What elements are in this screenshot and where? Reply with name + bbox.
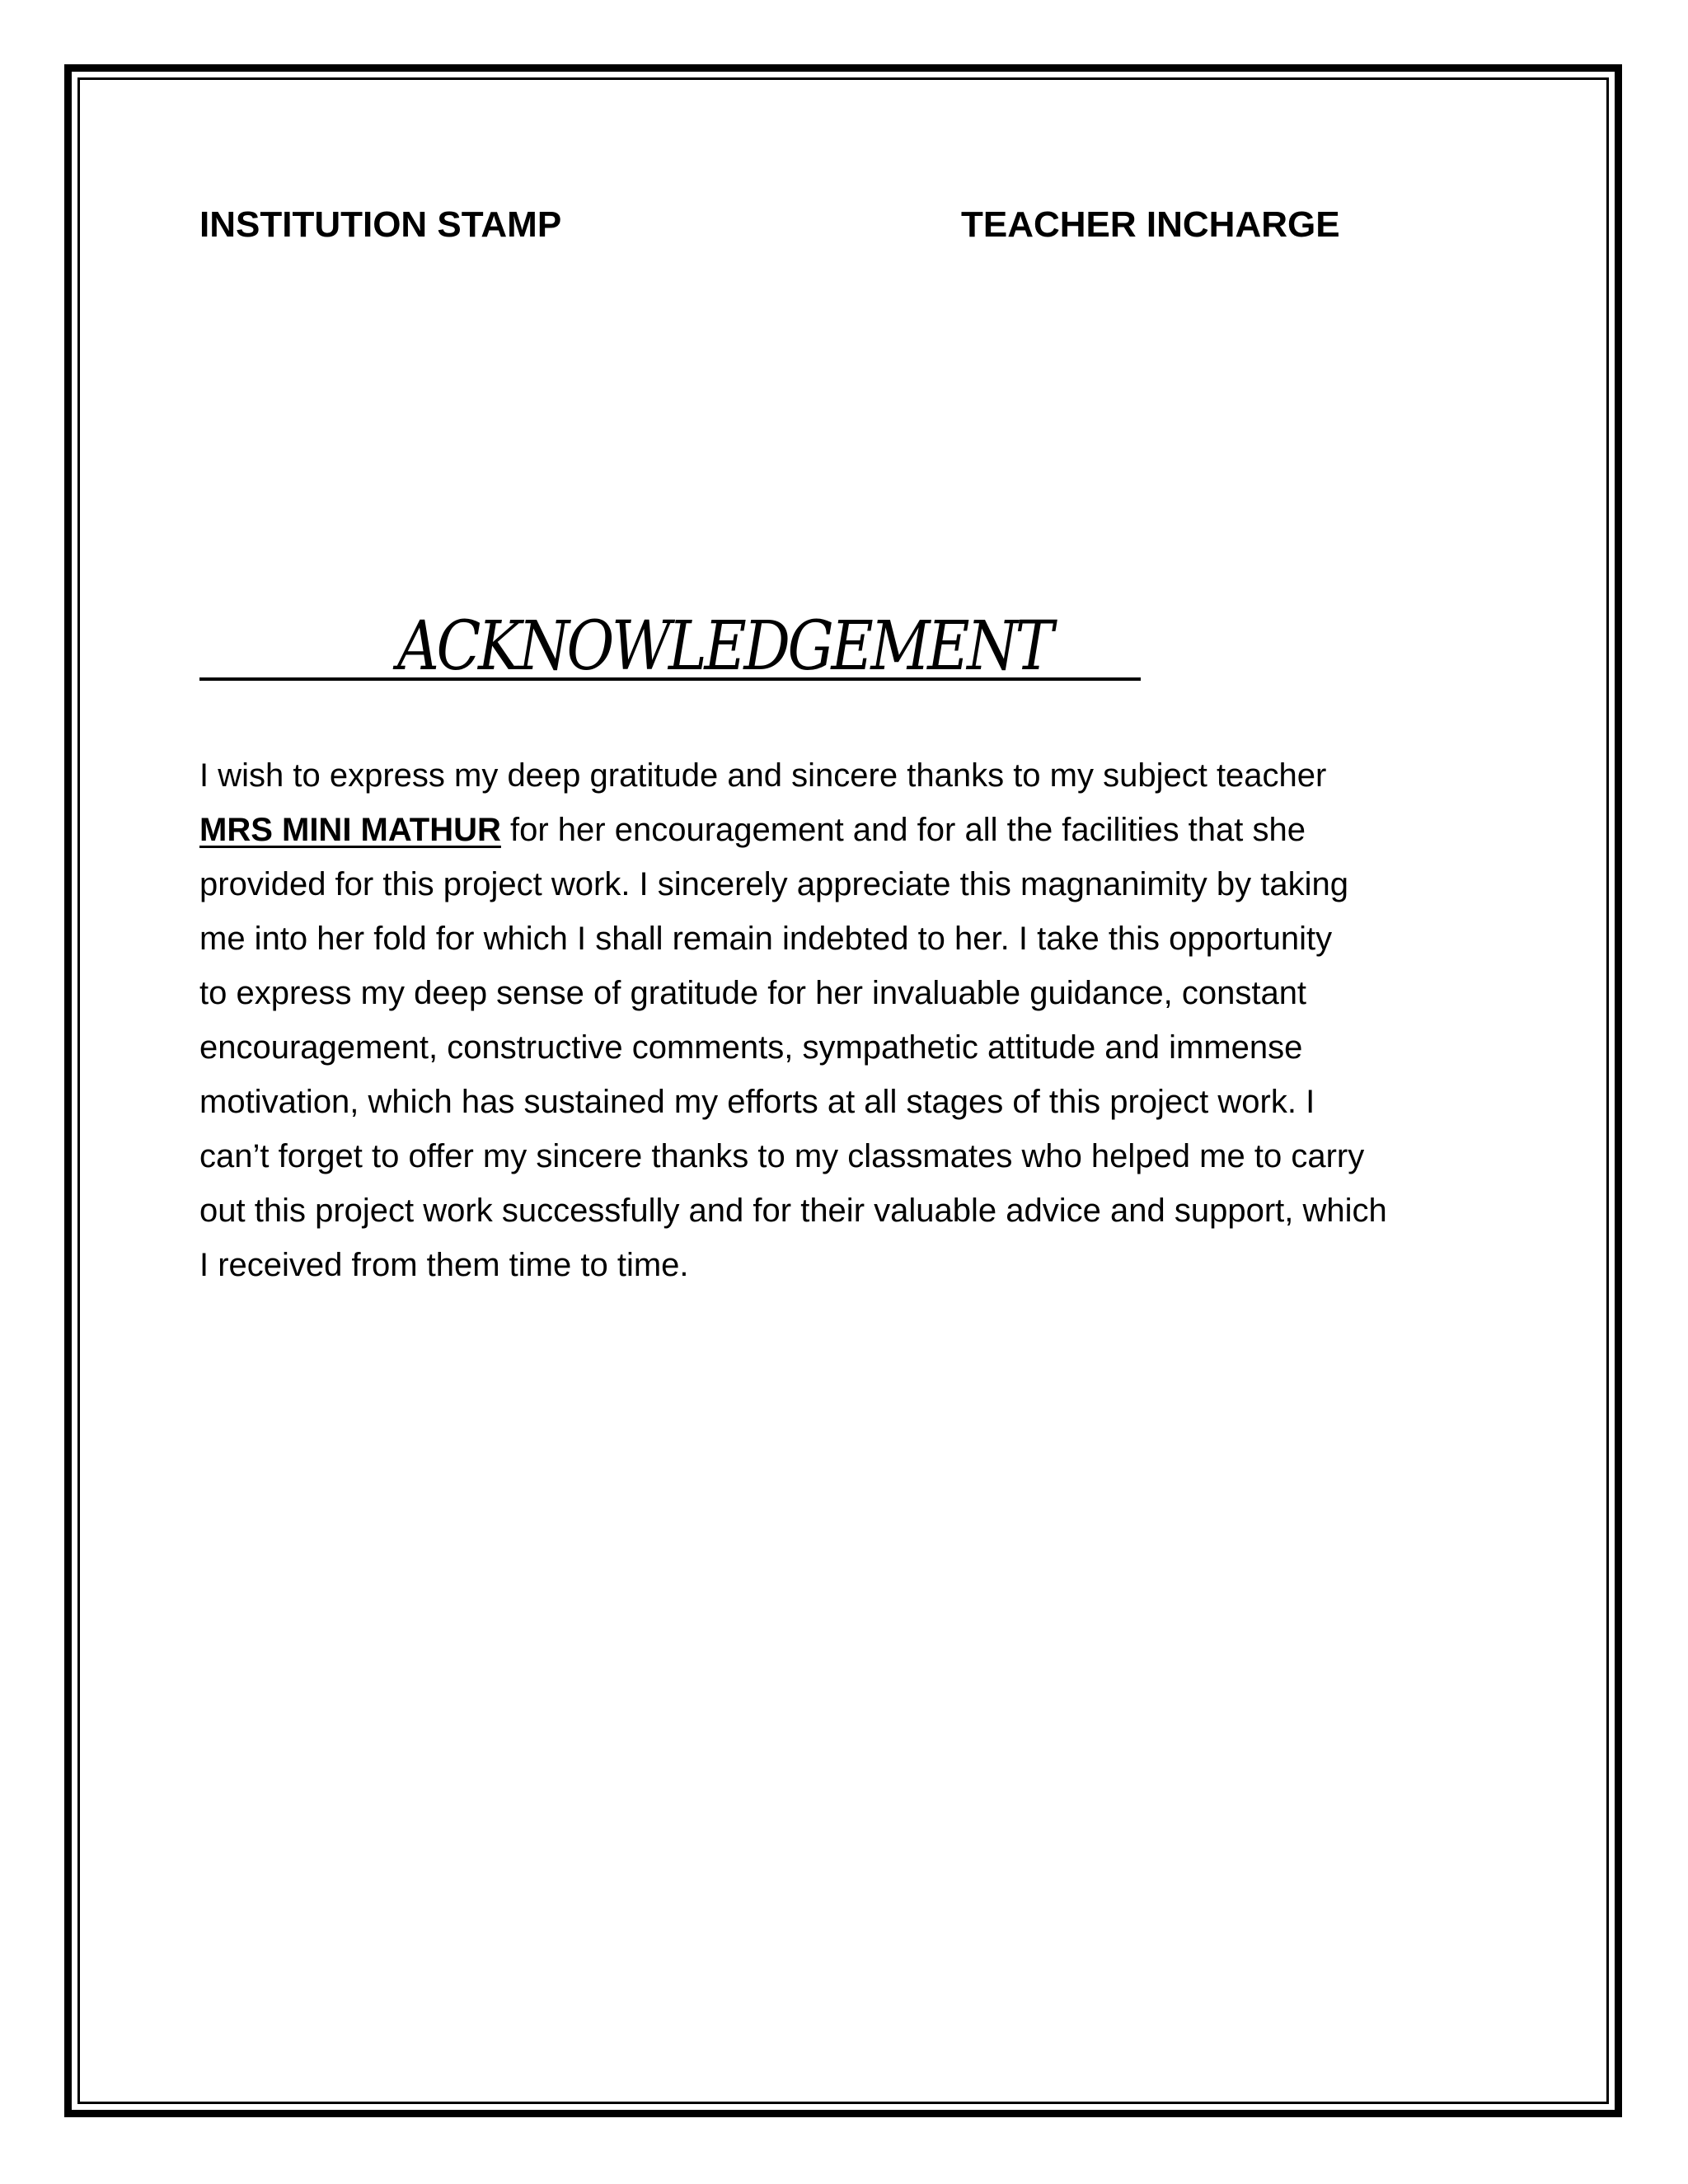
paragraph-line: can’t forget to offer my sincere thanks to my classmates who helped me to carry <box>199 1138 1365 1174</box>
paragraph-line: motivation, which has sustained my efforts at all stages of this project work. I <box>199 1084 1315 1120</box>
institution-stamp-label: INSTITUTION STAMP <box>199 204 562 245</box>
paragraph-line: provided for this project work. I sincerely appreciate this magnanimity by taking <box>199 866 1348 902</box>
teacher-incharge-label: TEACHER INCHARGE <box>961 204 1340 245</box>
paragraph-line: to express my deep sense of gratitude for her invaluable guidance, constant <box>199 975 1307 1011</box>
heading-underline <box>199 595 1141 686</box>
page-title: ACKNOWLEDGEMENT <box>397 607 1052 686</box>
paragraph-line <box>199 803 1535 857</box>
paragraph-line: I received from them time to time. <box>199 1247 689 1283</box>
teacher-name: MRS MINI MATHUR <box>199 812 501 848</box>
paragraph-line: encouragement, constructive comments, sympathetic attitude and immense <box>199 1029 1303 1066</box>
paragraph-line: out this project work successfully and for their valuable advice and support, which <box>199 1193 1387 1229</box>
paragraph-line: me into her fold for which I shall remain indebted to her. I take this opportunity <box>199 921 1333 957</box>
acknowledgement-paragraph <box>199 748 1535 1292</box>
paragraph-line-rest: for her encouragement and for all the facilities that she <box>500 812 1306 848</box>
paragraph-line: I wish to express my deep gratitude and sincere thanks to my subject teacher <box>199 757 1327 794</box>
